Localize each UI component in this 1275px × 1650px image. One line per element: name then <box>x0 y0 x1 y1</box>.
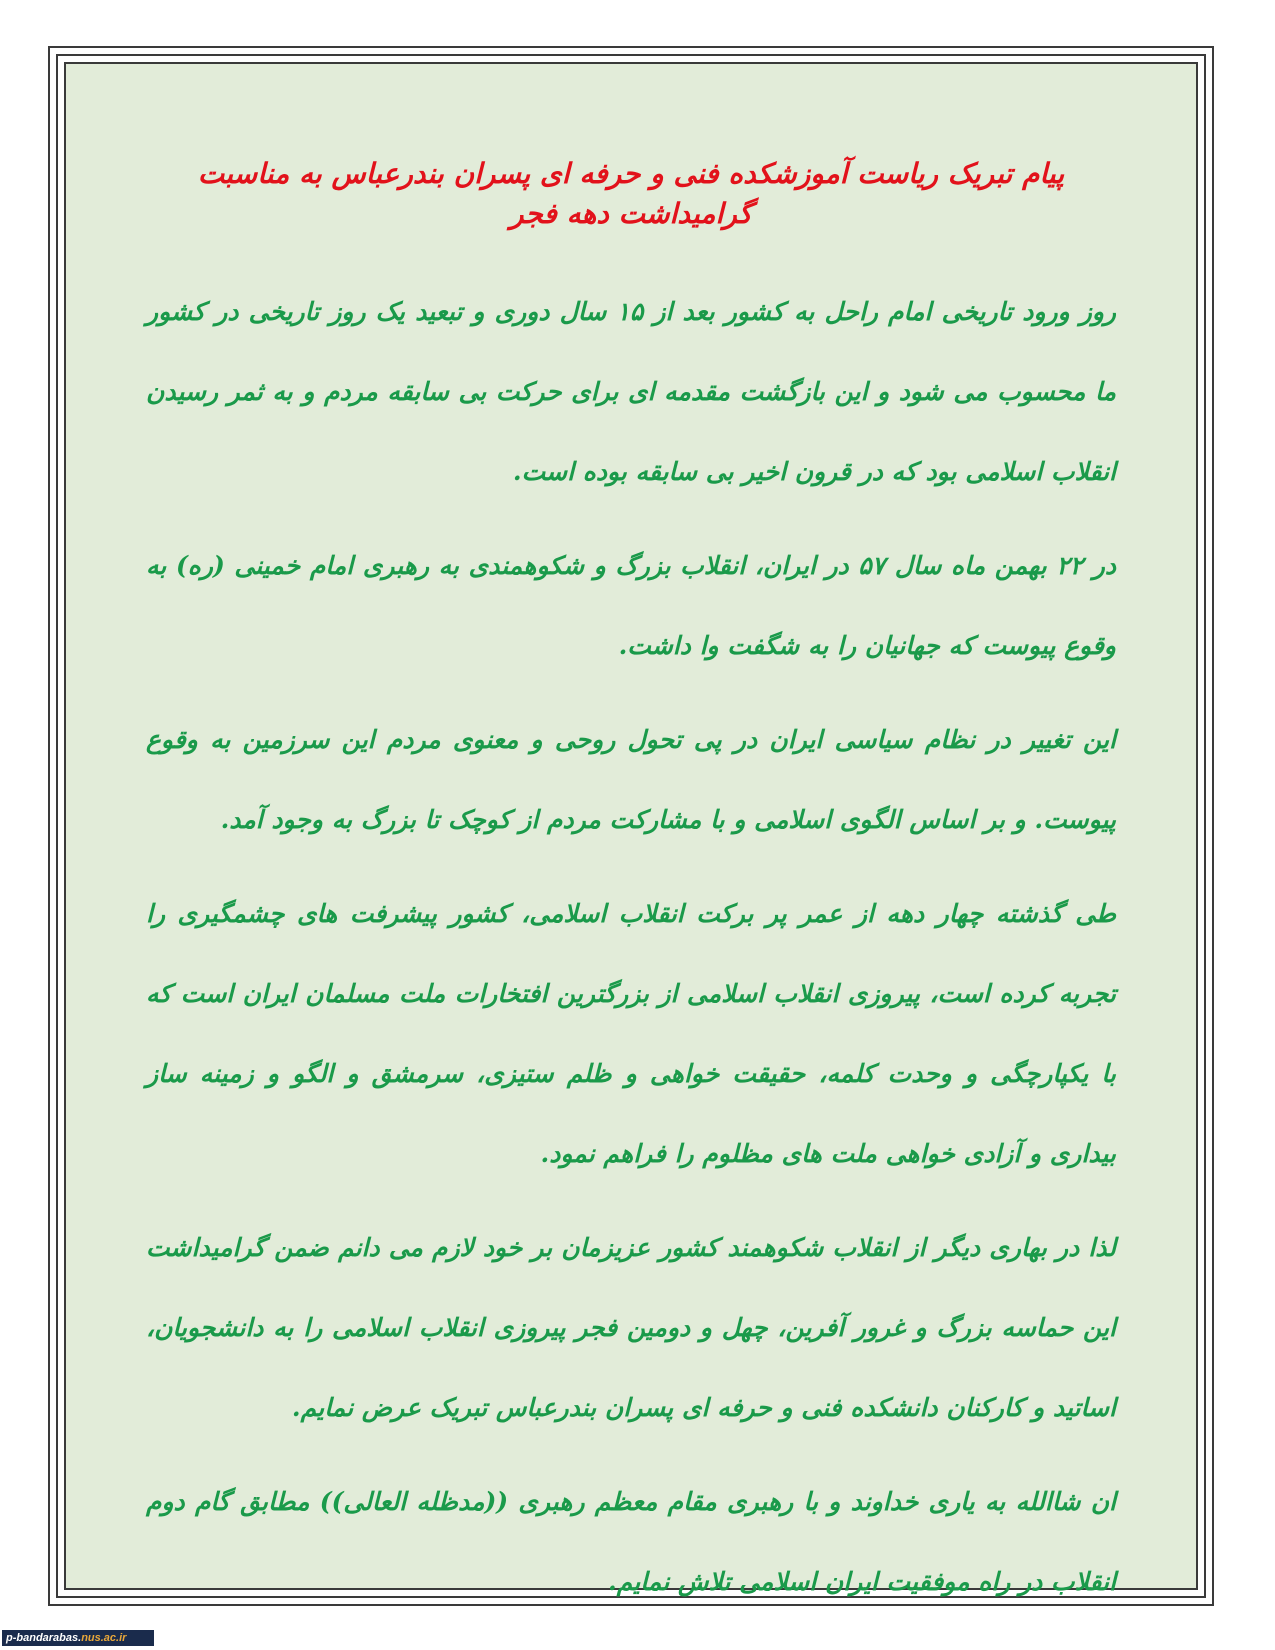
site-url-suffix: nus.ac.ir <box>81 1632 127 1644</box>
paragraph-1: روز ورود تاریخی امام راحل به کشور بعد از ۱۵ سال دوری و تبعید یک روز تاریخی در کشور ما محسوب می شود و این بازگشت مقدمه ای برای حرکت بی سابقه مردم و به ثمر رسیدن انقلاب اسلامی بود که در قرون اخیر بی سابقه بوده است. <box>146 297 1116 486</box>
paragraph-2: در ۲۲ بهمن ماه سال ۵۷ در ایران، انقلاب بزرگ و شکوهمندی به رهبری امام خمینی (ره) به وقوع پیوست که جهانیان را به شگفت وا داشت. <box>146 551 1116 660</box>
page-border-outer <box>48 46 1214 1606</box>
paragraph-4: طی گذشته چهار دهه از عمر پر برکت انقلاب اسلامی، کشور پیشرفت های چشمگیری را تجربه کرده است، پیروزی انقلاب اسلامی از بزرگترین افتخارات ملت مسلمان ایران است که با یکپارچگی و وحدت کلمه، حقیقت خواهی و ظلم ستیزی، سرمشق و الگو و زمینه ساز بیداری و آزادی خواهی ملت های مظلوم را فراهم نمود. <box>146 899 1116 1168</box>
page-border-inner <box>64 62 1198 1596</box>
site-url-badge[interactable] <box>2 1630 154 1646</box>
paragraph-3: این تغییر در نظام سیاسی ایران در پی تحول روحی و معنوی مردم این سرزمین به وقوع پیوست. و بر اساس الگوی اسلامی و با مشارکت مردم از کوچک تا بزرگ به وجود آمد. <box>146 725 1116 834</box>
site-url-prefix: p-bandarabas. <box>6 1632 82 1644</box>
document-title: پیام تبریک ریاست آموزشکده فنی و حرفه ای پسران بندرعباس به مناسبت گرامیداشت دهه فجر <box>197 157 1065 230</box>
paragraph-6: ان شاالله به یاری خداوند و با رهبری مقام معظم رهبری ((مدظله العالی)) مطابق گام دوم انقلاب در راه موفقیت ایران اسلامی تلاش نمایم. <box>146 1487 1116 1596</box>
document-content <box>146 154 1116 1636</box>
page-border-middle <box>56 54 1206 1598</box>
paragraph-5: لذا در بهاری دیگر از انقلاب شکوهمند کشور عزیزمان بر خود لازم می دانم ضمن گرامیداشت این حماسه بزرگ و غرور آفرین، چهل و دومین فجر پیروزی انقلاب اسلامی را به دانشجویان، اساتید و کارکنان دانشکده فنی و حرفه ای پسران بندرعباس تبریک عرض نمایم. <box>146 1233 1116 1422</box>
